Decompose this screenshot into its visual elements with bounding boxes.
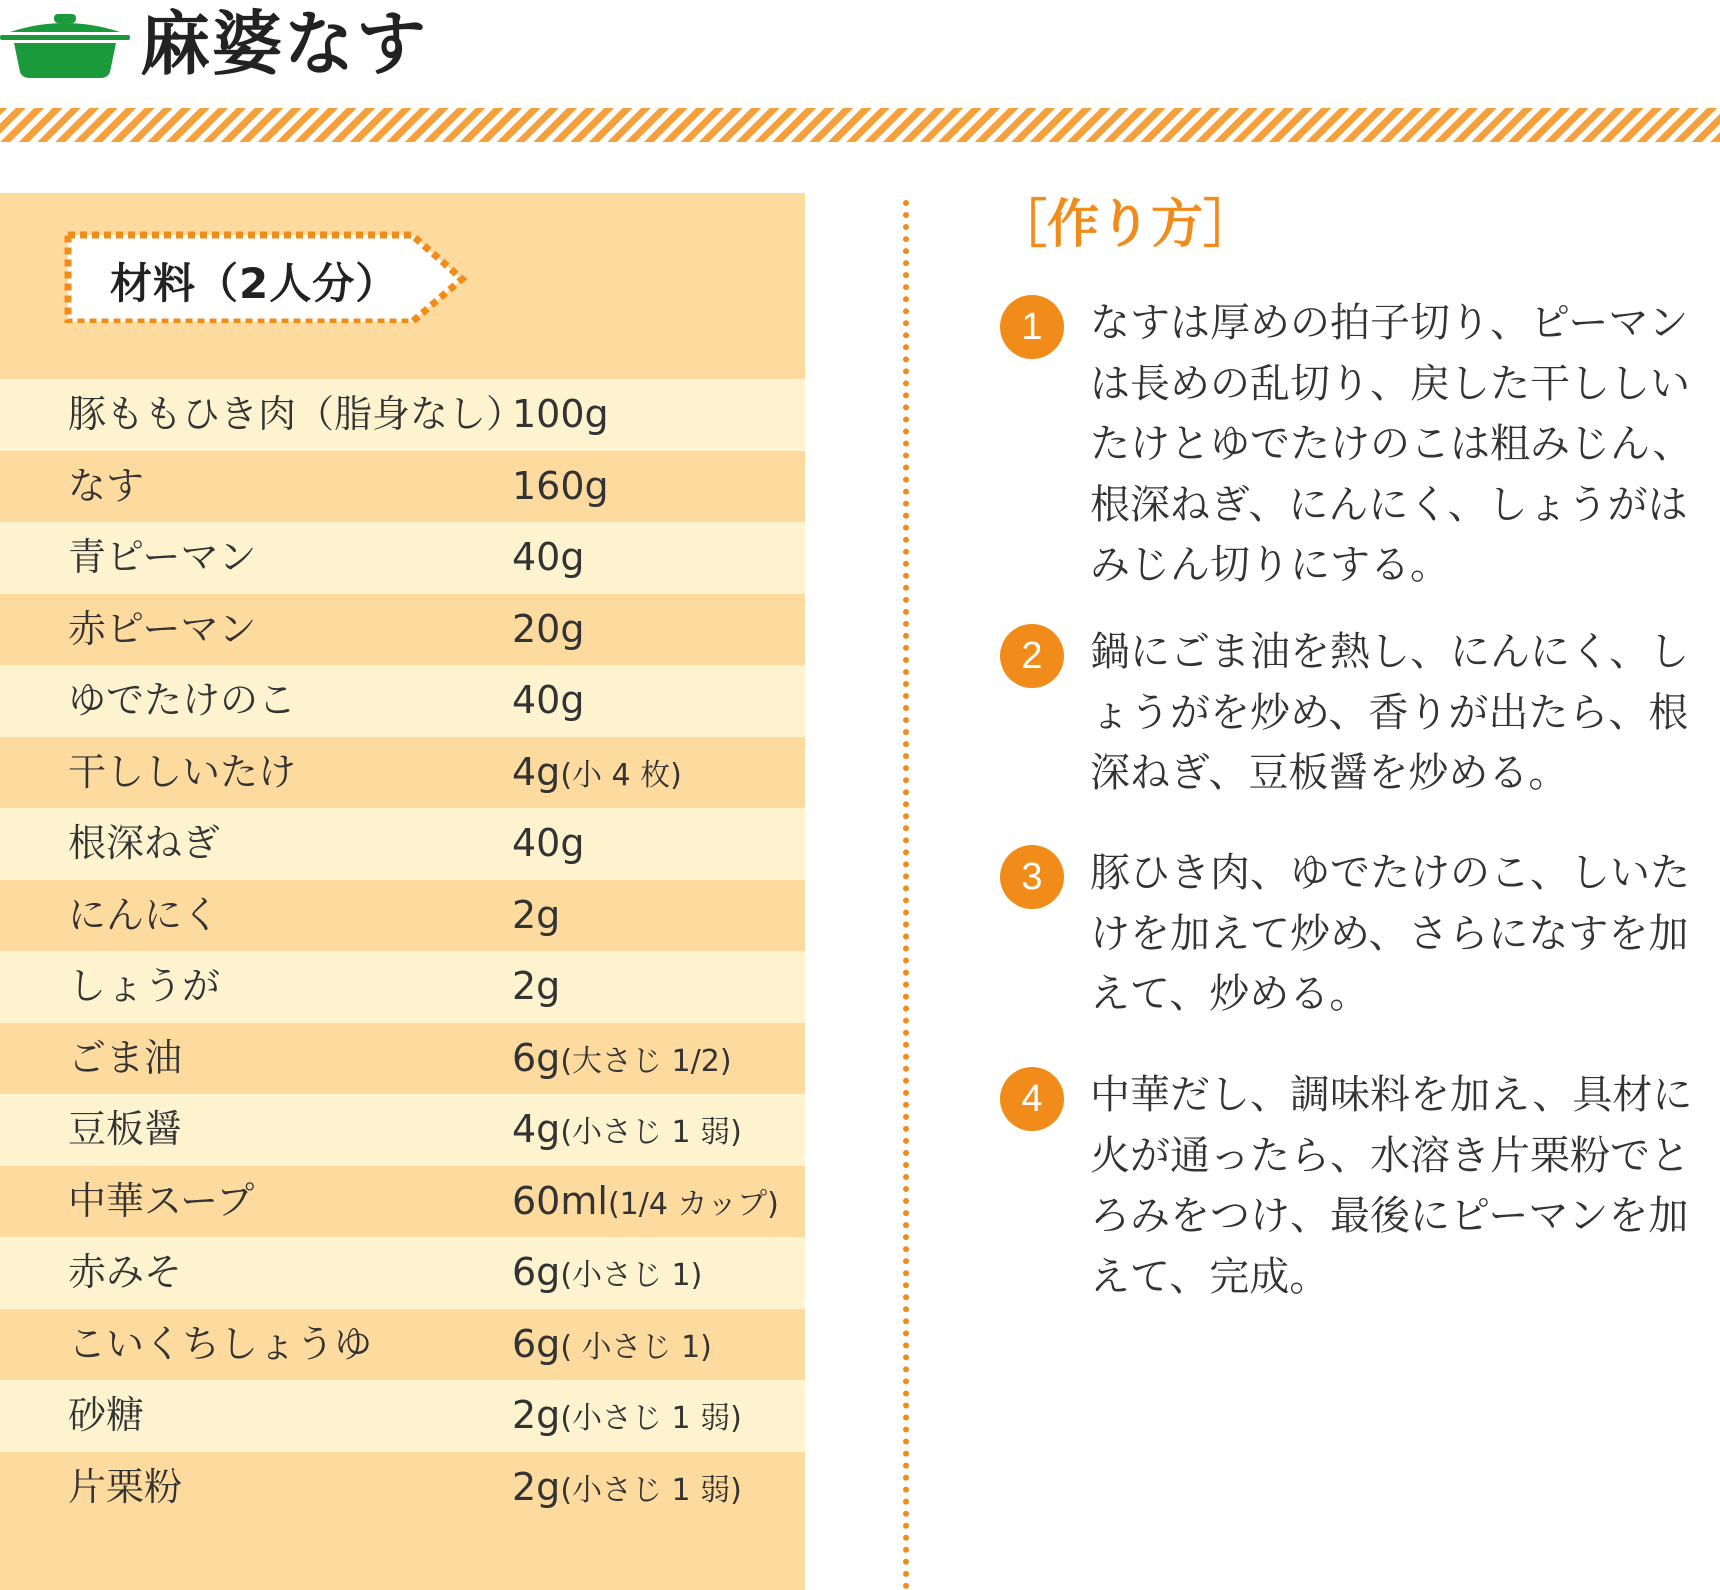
ingredient-amount (512, 451, 609, 523)
striped-divider (0, 108, 1720, 142)
ingredient-row (0, 1237, 805, 1309)
ingredient-amount-value: 60ml (512, 1178, 608, 1223)
ingredient-name: 干ししいたけ (68, 749, 297, 794)
step-text: 豚ひき肉、ゆでたけのこ、しいたけを加えて炒め、さらになすを加えて、炒める。 (1090, 850, 1690, 1017)
ingredient-name: ごま油 (68, 1035, 183, 1080)
step-number-badge: 1 (1000, 295, 1064, 359)
cooking-pot-icon (0, 8, 130, 78)
ingredient-name: にんにく (68, 892, 221, 937)
method-heading: ［作り方］ (995, 195, 1256, 255)
ingredient-amount-value: 2g (512, 964, 561, 1008)
step-number-badge: 3 (1000, 845, 1064, 909)
step-text: なすは厚めの拍子切り、ピーマンは長めの乱切り、戻した干ししいたけとゆでたけのこは粗みじん、根深ねぎ、にんにく、しょうがはみじん切りにする。 (1090, 300, 1693, 588)
ingredient-amount-note: (1/4 カップ) (607, 1186, 779, 1222)
ingredient-amount-note: (小さじ 1 弱) (560, 1401, 742, 1436)
ingredient-amount (512, 522, 584, 594)
ingredient-amount-value: 2g (512, 892, 561, 937)
ingredient-name: しょうが (68, 964, 221, 1008)
ingredient-name: 根深ねぎ (68, 821, 221, 865)
step-text: 鍋にごま油を熱し、にんにく、しょうがを炒め、香りが出たら、根深ねぎ、豆板醤を炒める。 (1090, 629, 1690, 796)
ingredient-row (0, 1166, 805, 1238)
ingredient-amount-note: ( 小さじ 1) (560, 1329, 712, 1365)
ingredient-row (0, 451, 805, 523)
ingredient-amount-value: 20g (512, 606, 585, 651)
dotted-divider (903, 200, 909, 1590)
ingredient-row (0, 951, 805, 1023)
ingredient-name: なす (68, 463, 145, 508)
ingredient-name: 片栗粉 (68, 1464, 183, 1509)
ingredient-amount-value: 6g (512, 1035, 561, 1080)
ingredient-amount-value: 2g (512, 1464, 561, 1509)
ingredient-amount (512, 1237, 702, 1312)
ingredient-amount-value: 40g (512, 535, 585, 579)
ingredient-amount-value: 6g (512, 1250, 561, 1294)
ingredient-amount-value: 4g (512, 749, 561, 794)
ingredient-amount-value: 6g (512, 1321, 561, 1366)
ingredient-amount (512, 808, 584, 880)
ingredient-row (0, 522, 805, 594)
ingredient-row (0, 880, 805, 952)
ingredient-row (0, 594, 805, 666)
ingredient-amount-note: (小さじ 1 弱) (560, 1472, 742, 1508)
ingredient-amount (512, 1309, 712, 1384)
ingredient-amount-value: 40g (512, 678, 585, 722)
step-number-badge: 4 (1000, 1067, 1064, 1131)
ingredient-name: 中華スープ (68, 1178, 255, 1223)
ingredient-amount (512, 1380, 742, 1455)
ingredient-amount-note: (小 4 枚) (560, 757, 682, 793)
ingredient-amount-value: 40g (512, 821, 585, 865)
ingredient-row (0, 1023, 805, 1095)
ingredient-amount-note: (小さじ 1) (560, 1258, 703, 1293)
ingredient-amount-note: (小さじ 1 弱) (560, 1115, 742, 1150)
ingredient-row (0, 1309, 805, 1381)
ingredient-name: 赤ピーマン (68, 606, 257, 651)
ingredient-amount (512, 737, 682, 812)
ingredient-row (0, 1380, 805, 1452)
ingredient-amount (512, 1094, 742, 1169)
step-text: 中華だし、調味料を加え、具材に火が通ったら、水溶き片栗粉でとろみをつけ、最後にピーマンを加えて、完成。 (1090, 1072, 1693, 1300)
ingredient-name: 青ピーマン (68, 535, 257, 579)
ingredient-amount (512, 379, 609, 451)
ingredient-name: 赤みそ (68, 1250, 183, 1294)
ingredient-name: ゆでたけのこ (68, 678, 297, 722)
ingredient-name: 砂糖 (68, 1393, 145, 1437)
ingredient-row (0, 1452, 805, 1524)
ingredient-amount (512, 1452, 742, 1527)
ingredient-amount (512, 594, 584, 666)
ingredient-amount (512, 1166, 779, 1241)
ingredient-amount (512, 880, 560, 952)
ingredient-row (0, 808, 805, 880)
ingredient-amount-note: (大さじ 1/2) (560, 1043, 732, 1079)
ingredient-name: 豚ももひき肉（脂身なし） (68, 392, 525, 436)
ingredient-name: 豆板醤 (68, 1107, 183, 1151)
ingredient-row (0, 379, 805, 451)
ingredient-row (0, 1094, 805, 1166)
ingredient-amount-value: 4g (512, 1107, 561, 1151)
ingredients-panel (0, 193, 805, 1590)
page-title: 麻婆なす (140, 3, 428, 85)
ingredient-amount-value: 2g (512, 1393, 561, 1437)
step-number-badge: 2 (1000, 624, 1064, 688)
ingredient-row (0, 737, 805, 809)
ingredient-name: こいくちしょうゆ (68, 1321, 373, 1366)
ingredient-amount (512, 951, 560, 1023)
ingredient-amount (512, 1023, 732, 1098)
ingredient-amount-value: 160g (512, 463, 609, 508)
ingredients-table (0, 379, 805, 1523)
ingredients-heading: 材料（2人分） (110, 259, 399, 308)
ingredient-amount (512, 665, 584, 737)
ingredient-row (0, 665, 805, 737)
ingredient-amount-value: 100g (512, 392, 609, 436)
